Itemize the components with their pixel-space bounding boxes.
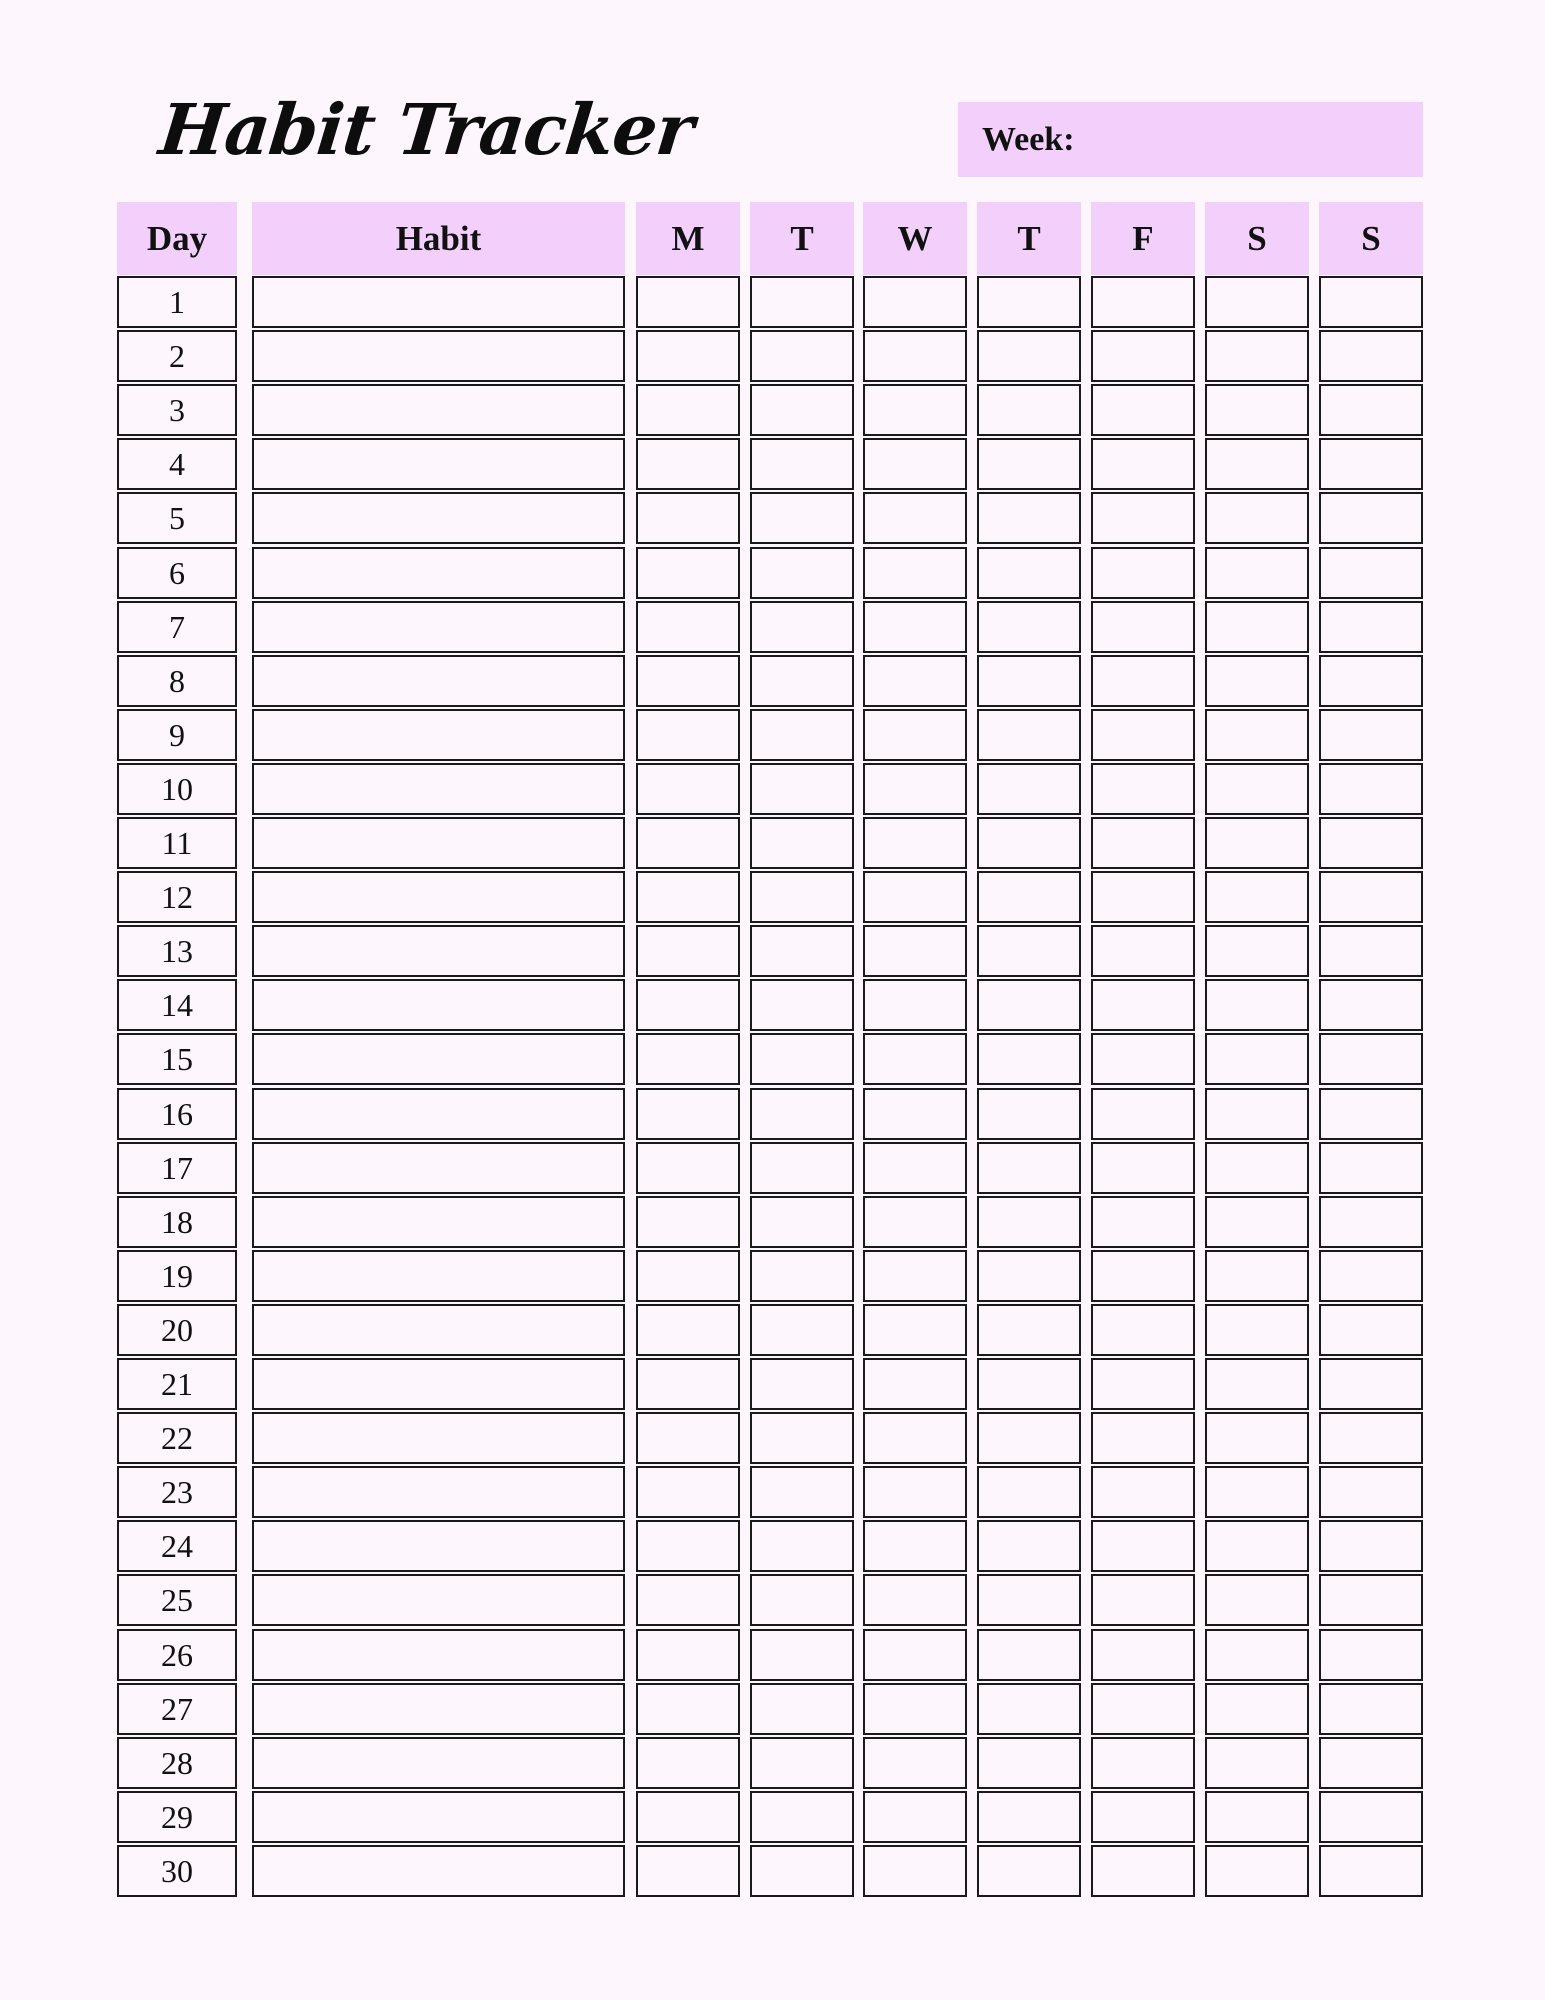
checkbox-tue[interactable] [750, 925, 854, 977]
day-number: 10 [117, 763, 237, 815]
habit-input[interactable] [252, 1358, 625, 1410]
day-number: 27 [117, 1683, 237, 1735]
checkbox-sun[interactable] [1319, 1304, 1423, 1356]
header-habit: Habit [252, 202, 625, 275]
checkbox-tue[interactable] [750, 1196, 854, 1248]
checkbox-sat[interactable] [1205, 871, 1309, 923]
day-number: 30 [117, 1845, 237, 1897]
day-number: 4 [117, 438, 237, 490]
checkbox-mon[interactable] [636, 1845, 740, 1897]
habit-input[interactable] [252, 384, 625, 436]
day-number: 28 [117, 1737, 237, 1789]
checkbox-sun[interactable] [1319, 330, 1423, 382]
checkbox-sun[interactable] [1319, 276, 1423, 328]
checkbox-wed[interactable] [863, 1358, 967, 1410]
checkbox-sat[interactable] [1205, 547, 1309, 599]
checkbox-sun[interactable] [1319, 547, 1423, 599]
checkbox-tue[interactable] [750, 1358, 854, 1410]
habit-input[interactable] [252, 763, 625, 815]
habit-input[interactable] [252, 871, 625, 923]
checkbox-tue[interactable] [750, 1737, 854, 1789]
checkbox-mon[interactable] [636, 1304, 740, 1356]
checkbox-fri[interactable] [1091, 276, 1195, 328]
day-number: 25 [117, 1574, 237, 1626]
checkbox-fri[interactable] [1091, 1737, 1195, 1789]
checkbox-wed[interactable] [863, 1088, 967, 1140]
habit-input[interactable] [252, 655, 625, 707]
checkbox-wed[interactable] [863, 1737, 967, 1789]
habit-input[interactable] [252, 1250, 625, 1302]
checkbox-thu[interactable] [977, 1033, 1081, 1085]
checkbox-wed[interactable] [863, 1845, 967, 1897]
checkbox-mon[interactable] [636, 601, 740, 653]
checkbox-mon[interactable] [636, 276, 740, 328]
checkbox-fri[interactable] [1091, 979, 1195, 1031]
checkbox-mon[interactable] [636, 330, 740, 382]
habit-input[interactable] [252, 438, 625, 490]
header-sat: S [1205, 202, 1309, 275]
checkbox-tue[interactable] [750, 709, 854, 761]
checkbox-tue[interactable] [750, 276, 854, 328]
checkbox-mon[interactable] [636, 979, 740, 1031]
day-number: 5 [117, 492, 237, 544]
checkbox-sun[interactable] [1319, 1088, 1423, 1140]
checkbox-fri[interactable] [1091, 709, 1195, 761]
checkbox-wed[interactable] [863, 1142, 967, 1194]
habit-input[interactable] [252, 1196, 625, 1248]
checkbox-mon[interactable] [636, 1737, 740, 1789]
day-number: 11 [117, 817, 237, 869]
habit-input[interactable] [252, 925, 625, 977]
checkbox-wed[interactable] [863, 709, 967, 761]
checkbox-mon[interactable] [636, 1520, 740, 1572]
checkbox-sun[interactable] [1319, 1574, 1423, 1626]
checkbox-wed[interactable] [863, 330, 967, 382]
habit-input[interactable] [252, 1412, 625, 1464]
checkbox-tue[interactable] [750, 1142, 854, 1194]
week-label: Week: [982, 120, 1075, 158]
checkbox-wed[interactable] [863, 1683, 967, 1735]
checkbox-tue[interactable] [750, 1412, 854, 1464]
checkbox-wed[interactable] [863, 384, 967, 436]
checkbox-mon[interactable] [636, 438, 740, 490]
habit-input[interactable] [252, 1088, 625, 1140]
habit-input[interactable] [252, 1629, 625, 1681]
checkbox-fri[interactable] [1091, 1520, 1195, 1572]
checkbox-tue[interactable] [750, 384, 854, 436]
checkbox-mon[interactable] [636, 655, 740, 707]
checkbox-mon[interactable] [636, 817, 740, 869]
header-wed: W [863, 202, 967, 275]
day-number: 12 [117, 871, 237, 923]
checkbox-sun[interactable] [1319, 979, 1423, 1031]
checkbox-fri[interactable] [1091, 1466, 1195, 1518]
checkbox-mon[interactable] [636, 1250, 740, 1302]
checkbox-mon[interactable] [636, 763, 740, 815]
checkbox-wed[interactable] [863, 1791, 967, 1843]
checkbox-fri[interactable] [1091, 1033, 1195, 1085]
checkbox-sat[interactable] [1205, 601, 1309, 653]
checkbox-wed[interactable] [863, 1520, 967, 1572]
checkbox-sun[interactable] [1319, 1791, 1423, 1843]
checkbox-thu[interactable] [977, 1574, 1081, 1626]
checkbox-fri[interactable] [1091, 1574, 1195, 1626]
checkbox-wed[interactable] [863, 655, 967, 707]
checkbox-thu[interactable] [977, 384, 1081, 436]
checkbox-mon[interactable] [636, 1412, 740, 1464]
checkbox-tue[interactable] [750, 1250, 854, 1302]
checkbox-tue[interactable] [750, 330, 854, 382]
checkbox-tue[interactable] [750, 492, 854, 544]
checkbox-fri[interactable] [1091, 438, 1195, 490]
page-title: Habit Tracker [155, 88, 697, 171]
checkbox-tue[interactable] [750, 547, 854, 599]
checkbox-sun[interactable] [1319, 1683, 1423, 1735]
checkbox-tue[interactable] [750, 1574, 854, 1626]
checkbox-thu[interactable] [977, 601, 1081, 653]
day-number: 9 [117, 709, 237, 761]
checkbox-tue[interactable] [750, 1791, 854, 1843]
day-number: 15 [117, 1033, 237, 1085]
header-fri: F [1091, 202, 1195, 275]
habit-input[interactable] [252, 601, 625, 653]
checkbox-tue[interactable] [750, 1033, 854, 1085]
checkbox-thu[interactable] [977, 655, 1081, 707]
habit-input[interactable] [252, 1737, 625, 1789]
day-number: 24 [117, 1520, 237, 1572]
checkbox-sat[interactable] [1205, 1791, 1309, 1843]
checkbox-fri[interactable] [1091, 1629, 1195, 1681]
checkbox-sun[interactable] [1319, 1466, 1423, 1518]
checkbox-mon[interactable] [636, 871, 740, 923]
checkbox-tue[interactable] [750, 1466, 854, 1518]
checkbox-mon[interactable] [636, 1683, 740, 1735]
checkbox-tue[interactable] [750, 655, 854, 707]
checkbox-tue[interactable] [750, 1088, 854, 1140]
checkbox-sun[interactable] [1319, 1845, 1423, 1897]
checkbox-wed[interactable] [863, 817, 967, 869]
checkbox-fri[interactable] [1091, 1845, 1195, 1897]
checkbox-fri[interactable] [1091, 817, 1195, 869]
checkbox-sat[interactable] [1205, 438, 1309, 490]
habit-input[interactable] [252, 1845, 625, 1897]
checkbox-thu[interactable] [977, 330, 1081, 382]
checkbox-fri[interactable] [1091, 1088, 1195, 1140]
checkbox-sat[interactable] [1205, 330, 1309, 382]
checkbox-tue[interactable] [750, 1845, 854, 1897]
checkbox-thu[interactable] [977, 1683, 1081, 1735]
day-number: 2 [117, 330, 237, 382]
checkbox-tue[interactable] [750, 1304, 854, 1356]
checkbox-thu[interactable] [977, 438, 1081, 490]
checkbox-sat[interactable] [1205, 1683, 1309, 1735]
checkbox-tue[interactable] [750, 601, 854, 653]
checkbox-sat[interactable] [1205, 1358, 1309, 1410]
checkbox-thu[interactable] [977, 763, 1081, 815]
checkbox-sat[interactable] [1205, 1304, 1309, 1356]
checkbox-tue[interactable] [750, 817, 854, 869]
checkbox-thu[interactable] [977, 817, 1081, 869]
checkbox-fri[interactable] [1091, 1304, 1195, 1356]
header-sun: S [1319, 202, 1423, 275]
week-field[interactable] [958, 102, 1423, 177]
checkbox-thu[interactable] [977, 1196, 1081, 1248]
checkbox-sun[interactable] [1319, 492, 1423, 544]
checkbox-sun[interactable] [1319, 1358, 1423, 1410]
checkbox-mon[interactable] [636, 492, 740, 544]
checkbox-sat[interactable] [1205, 1250, 1309, 1302]
checkbox-mon[interactable] [636, 1629, 740, 1681]
checkbox-wed[interactable] [863, 979, 967, 1031]
checkbox-thu[interactable] [977, 276, 1081, 328]
checkbox-sun[interactable] [1319, 763, 1423, 815]
checkbox-sun[interactable] [1319, 709, 1423, 761]
checkbox-tue[interactable] [750, 763, 854, 815]
day-number: 8 [117, 655, 237, 707]
header-day: Day [117, 202, 237, 275]
checkbox-thu[interactable] [977, 1791, 1081, 1843]
checkbox-fri[interactable] [1091, 763, 1195, 815]
habit-input[interactable] [252, 1683, 625, 1735]
checkbox-sun[interactable] [1319, 438, 1423, 490]
checkbox-fri[interactable] [1091, 1142, 1195, 1194]
checkbox-mon[interactable] [636, 1358, 740, 1410]
checkbox-thu[interactable] [977, 925, 1081, 977]
checkbox-tue[interactable] [750, 1683, 854, 1735]
day-number: 22 [117, 1412, 237, 1464]
header-tue: T [750, 202, 854, 275]
checkbox-wed[interactable] [863, 871, 967, 923]
checkbox-sat[interactable] [1205, 763, 1309, 815]
checkbox-tue[interactable] [750, 1629, 854, 1681]
checkbox-thu[interactable] [977, 1737, 1081, 1789]
day-number: 20 [117, 1304, 237, 1356]
checkbox-fri[interactable] [1091, 655, 1195, 707]
checkbox-thu[interactable] [977, 1088, 1081, 1140]
checkbox-mon[interactable] [636, 1088, 740, 1140]
habit-input[interactable] [252, 1033, 625, 1085]
habit-input[interactable] [252, 1466, 625, 1518]
checkbox-thu[interactable] [977, 1412, 1081, 1464]
day-number: 1 [117, 276, 237, 328]
checkbox-sat[interactable] [1205, 709, 1309, 761]
checkbox-sat[interactable] [1205, 1033, 1309, 1085]
checkbox-wed[interactable] [863, 1196, 967, 1248]
checkbox-thu[interactable] [977, 1520, 1081, 1572]
habit-input[interactable] [252, 1574, 625, 1626]
day-number: 17 [117, 1142, 237, 1194]
checkbox-mon[interactable] [636, 1033, 740, 1085]
checkbox-thu[interactable] [977, 1142, 1081, 1194]
checkbox-sat[interactable] [1205, 1466, 1309, 1518]
checkbox-fri[interactable] [1091, 601, 1195, 653]
checkbox-sun[interactable] [1319, 1737, 1423, 1789]
checkbox-sun[interactable] [1319, 1033, 1423, 1085]
checkbox-sat[interactable] [1205, 1574, 1309, 1626]
checkbox-mon[interactable] [636, 1466, 740, 1518]
habit-input[interactable] [252, 1142, 625, 1194]
habit-input[interactable] [252, 547, 625, 599]
checkbox-mon[interactable] [636, 547, 740, 599]
day-number: 26 [117, 1629, 237, 1681]
checkbox-thu[interactable] [977, 871, 1081, 923]
checkbox-fri[interactable] [1091, 384, 1195, 436]
day-number: 16 [117, 1088, 237, 1140]
checkbox-wed[interactable] [863, 925, 967, 977]
checkbox-wed[interactable] [863, 1412, 967, 1464]
checkbox-thu[interactable] [977, 492, 1081, 544]
checkbox-mon[interactable] [636, 1574, 740, 1626]
checkbox-sat[interactable] [1205, 1737, 1309, 1789]
checkbox-sun[interactable] [1319, 1250, 1423, 1302]
checkbox-thu[interactable] [977, 1304, 1081, 1356]
day-number: 21 [117, 1358, 237, 1410]
checkbox-sun[interactable] [1319, 871, 1423, 923]
checkbox-sun[interactable] [1319, 384, 1423, 436]
checkbox-fri[interactable] [1091, 1250, 1195, 1302]
checkbox-wed[interactable] [863, 1250, 967, 1302]
checkbox-fri[interactable] [1091, 1412, 1195, 1464]
header-mon: M [636, 202, 740, 275]
checkbox-thu[interactable] [977, 547, 1081, 599]
checkbox-sun[interactable] [1319, 817, 1423, 869]
checkbox-thu[interactable] [977, 1845, 1081, 1897]
habit-input[interactable] [252, 276, 625, 328]
day-number: 29 [117, 1791, 237, 1843]
checkbox-sat[interactable] [1205, 979, 1309, 1031]
checkbox-tue[interactable] [750, 438, 854, 490]
checkbox-sun[interactable] [1319, 1196, 1423, 1248]
checkbox-fri[interactable] [1091, 492, 1195, 544]
checkbox-mon[interactable] [636, 709, 740, 761]
checkbox-sat[interactable] [1205, 1412, 1309, 1464]
checkbox-fri[interactable] [1091, 925, 1195, 977]
habit-input[interactable] [252, 979, 625, 1031]
checkbox-mon[interactable] [636, 384, 740, 436]
checkbox-sat[interactable] [1205, 1196, 1309, 1248]
day-number: 18 [117, 1196, 237, 1248]
day-number: 6 [117, 547, 237, 599]
day-number: 14 [117, 979, 237, 1031]
checkbox-wed[interactable] [863, 763, 967, 815]
habit-input[interactable] [252, 1791, 625, 1843]
habit-input[interactable] [252, 817, 625, 869]
checkbox-wed[interactable] [863, 1033, 967, 1085]
day-number: 19 [117, 1250, 237, 1302]
checkbox-wed[interactable] [863, 276, 967, 328]
checkbox-tue[interactable] [750, 1520, 854, 1572]
checkbox-fri[interactable] [1091, 1358, 1195, 1410]
checkbox-mon[interactable] [636, 1142, 740, 1194]
checkbox-fri[interactable] [1091, 1683, 1195, 1735]
checkbox-fri[interactable] [1091, 330, 1195, 382]
habit-input[interactable] [252, 709, 625, 761]
checkbox-sun[interactable] [1319, 1629, 1423, 1681]
checkbox-sun[interactable] [1319, 1142, 1423, 1194]
checkbox-sat[interactable] [1205, 276, 1309, 328]
checkbox-thu[interactable] [977, 1358, 1081, 1410]
checkbox-sat[interactable] [1205, 817, 1309, 869]
checkbox-thu[interactable] [977, 1629, 1081, 1681]
checkbox-sat[interactable] [1205, 925, 1309, 977]
checkbox-sat[interactable] [1205, 1845, 1309, 1897]
checkbox-thu[interactable] [977, 709, 1081, 761]
checkbox-wed[interactable] [863, 1574, 967, 1626]
checkbox-wed[interactable] [863, 1466, 967, 1518]
checkbox-wed[interactable] [863, 438, 967, 490]
checkbox-fri[interactable] [1091, 1791, 1195, 1843]
day-number: 7 [117, 601, 237, 653]
checkbox-wed[interactable] [863, 1304, 967, 1356]
day-number: 3 [117, 384, 237, 436]
habit-input[interactable] [252, 1304, 625, 1356]
day-number: 13 [117, 925, 237, 977]
checkbox-sat[interactable] [1205, 1142, 1309, 1194]
checkbox-sun[interactable] [1319, 655, 1423, 707]
checkbox-thu[interactable] [977, 979, 1081, 1031]
checkbox-sat[interactable] [1205, 492, 1309, 544]
checkbox-tue[interactable] [750, 871, 854, 923]
header-thu: T [977, 202, 1081, 275]
checkbox-mon[interactable] [636, 1196, 740, 1248]
checkbox-wed[interactable] [863, 601, 967, 653]
checkbox-sun[interactable] [1319, 925, 1423, 977]
checkbox-mon[interactable] [636, 925, 740, 977]
checkbox-sun[interactable] [1319, 1412, 1423, 1464]
checkbox-sat[interactable] [1205, 384, 1309, 436]
checkbox-sat[interactable] [1205, 1088, 1309, 1140]
checkbox-wed[interactable] [863, 547, 967, 599]
checkbox-fri[interactable] [1091, 1196, 1195, 1248]
habit-input[interactable] [252, 1520, 625, 1572]
checkbox-thu[interactable] [977, 1466, 1081, 1518]
checkbox-sat[interactable] [1205, 655, 1309, 707]
checkbox-sun[interactable] [1319, 1520, 1423, 1572]
checkbox-wed[interactable] [863, 492, 967, 544]
checkbox-wed[interactable] [863, 1629, 967, 1681]
checkbox-thu[interactable] [977, 1250, 1081, 1302]
checkbox-sat[interactable] [1205, 1520, 1309, 1572]
checkbox-sat[interactable] [1205, 1629, 1309, 1681]
day-number: 23 [117, 1466, 237, 1518]
checkbox-fri[interactable] [1091, 871, 1195, 923]
checkbox-fri[interactable] [1091, 547, 1195, 599]
checkbox-mon[interactable] [636, 1791, 740, 1843]
checkbox-tue[interactable] [750, 979, 854, 1031]
habit-input[interactable] [252, 330, 625, 382]
habit-input[interactable] [252, 492, 625, 544]
checkbox-sun[interactable] [1319, 601, 1423, 653]
